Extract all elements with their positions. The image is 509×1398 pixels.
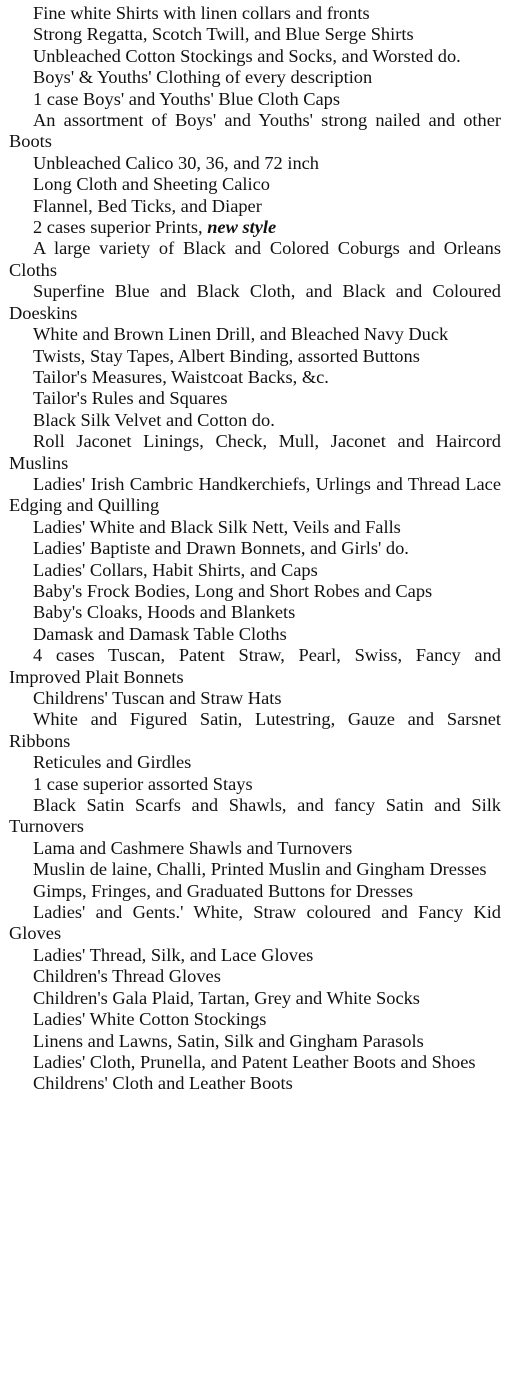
list-item: Unbleached Cotton Stockings and Socks, and Worsted do. (33, 45, 461, 66)
list-item: Muslin de laine, Challi, Printed Muslin and Gingham Dresses (33, 859, 487, 880)
list-item: Flannel, Bed Ticks, and Diaper (33, 195, 262, 216)
list-item: Tailor's Measures, Waistcoat Backs, &c. (33, 366, 329, 387)
list-item: Roll Jaconet Linings, Check, Mull, Jaconet and Haircord Muslins (9, 431, 501, 473)
list-item: 1 case Boys' and Youths' Blue Cloth Caps (33, 88, 341, 109)
list-item: Black Satin Scarfs and Shawls, and fancy Satin and Silk Turnovers (9, 795, 501, 837)
list-item: Childrens' Tuscan and Straw Hats (33, 688, 282, 708)
list-item: Linens and Lawns, Satin, Silk and Gingham Parasols (33, 1030, 424, 1051)
list-item: Ladies' Cloth, Prunella, and Patent Leather Boots and Shoes (33, 1051, 476, 1072)
list-item: Ladies' and Gents.' White, Straw coloured and Fancy Kid Gloves (9, 902, 501, 944)
list-item: Baby's Cloaks, Hoods and Blankets (33, 602, 296, 623)
list-item: Reticules and Girdles (33, 752, 192, 773)
list-item: Ladies' Baptiste and Drawn Bonnets, and Girls' do. (33, 538, 409, 559)
list-item: Black Silk Velvet and Cotton do. (33, 409, 275, 430)
list-item: Unbleached Calico 30, 36, and 72 inch (33, 152, 319, 173)
list-item: Tailor's Rules and Squares (33, 388, 228, 409)
list-item (9, 217, 501, 238)
list-item: Children's Thread Gloves (33, 966, 221, 987)
list-item: Ladies' Collars, Habit Shirts, and Caps (33, 559, 318, 580)
list-item: Children's Gala Plaid, Tartan, Grey and White Socks (33, 987, 420, 1008)
list-item: Baby's Frock Bodies, Long and Short Robes and Caps (33, 580, 433, 601)
list-item: Long Cloth and Sheeting Calico (33, 174, 271, 195)
list-item: Boys' & Youths' Clothing of every description (33, 67, 373, 88)
list-item: Superfine Blue and Black Cloth, and Black and Coloured Doeskins (9, 281, 501, 323)
list-item: Ladies' White and Black Silk Nett, Veils and Falls (33, 516, 401, 537)
list-item: A large variety of Black and Colored Coburgs and Orleans Cloths (9, 238, 501, 280)
list-item: Ladies' White Cotton Stockings (33, 1009, 267, 1030)
list-item: Lama and Cashmere Shawls and Turnovers (33, 837, 353, 858)
list-item: Fine white Shirts with linen collars and fronts (33, 3, 370, 23)
list-item: White and Brown Linen Drill, and Bleached Navy Duck (33, 324, 449, 345)
list-item: 4 cases Tuscan, Patent Straw, Pearl, Swiss, Fancy and Improved Plait Bonnets (9, 645, 501, 687)
list-item: An assortment of Boys' and Youths' strong nailed and other Boots (9, 110, 501, 152)
list-item: 1 case superior assorted Stays (33, 773, 253, 794)
prints-style-note: new style (207, 217, 277, 238)
list-item: Damask and Damask Table Cloths (33, 623, 287, 644)
list-item: Ladies' Irish Cambric Handkerchiefs, Urlings and Thread Lace Edging and Quilling (9, 473, 501, 516)
list-item-text: 2 cases superior Prints, (33, 217, 203, 238)
list-item: Childrens' Cloth and Leather Boots (33, 1073, 293, 1094)
list-item: White and Figured Satin, Lutestring, Gauze and Sarsnet Ribbons (9, 709, 501, 751)
list-item: Twists, Stay Tapes, Albert Binding, assorted Buttons (33, 345, 420, 366)
list-item: Ladies' Thread, Silk, and Lace Gloves (33, 944, 314, 965)
list-item: Strong Regatta, Scotch Twill, and Blue Serge Shirts (33, 24, 414, 45)
list-item: Gimps, Fringes, and Graduated Buttons for Dresses (33, 880, 414, 901)
